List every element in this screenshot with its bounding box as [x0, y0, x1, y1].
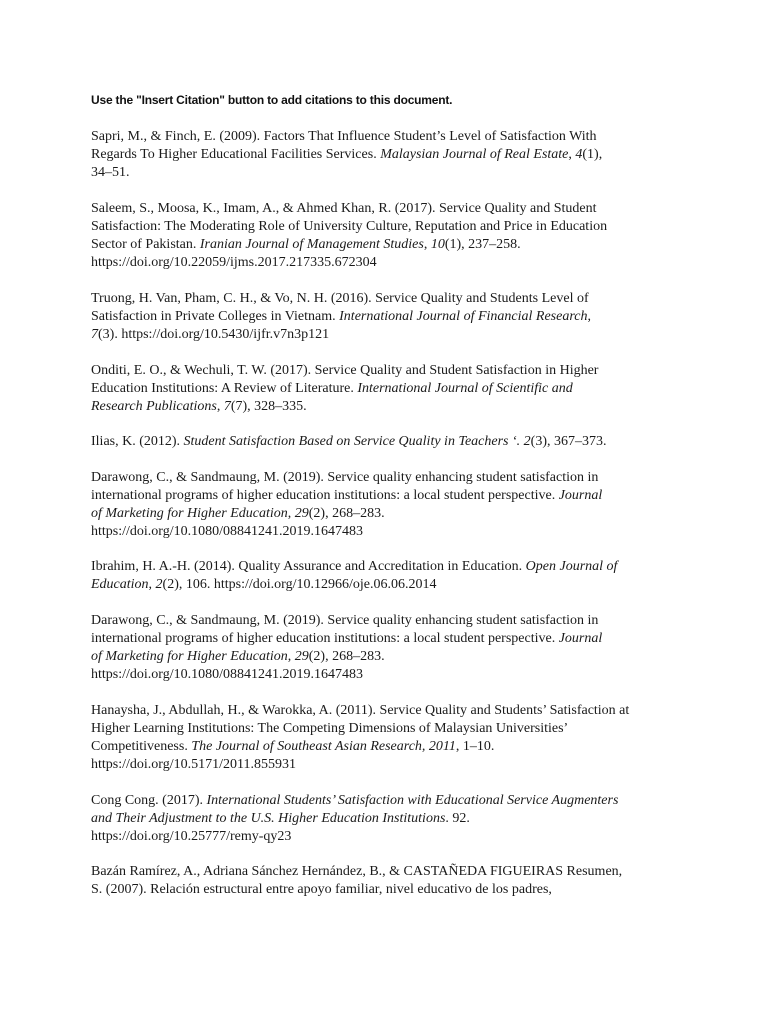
- reference-entry: [91, 612, 712, 684]
- reference-text-segment: Education Institutions: A Review of Literature.: [91, 381, 358, 396]
- reference-text-segment: ,: [568, 147, 576, 162]
- reference-italic-segment: Education: [91, 577, 149, 592]
- reference-line: [91, 756, 712, 774]
- reference-entry: [91, 433, 712, 451]
- reference-entry: [91, 200, 712, 272]
- reference-line: [91, 164, 712, 182]
- reference-italic-segment: Journal: [558, 631, 603, 646]
- reference-text-segment: Sector of Pakistan.: [91, 237, 200, 252]
- reference-text-segment: . 92.: [445, 811, 470, 826]
- reference-italic-segment: Journal: [558, 488, 603, 503]
- reference-text-segment: https://doi.org/10.1080/08841241.2019.1647483: [91, 667, 363, 682]
- reference-text-segment: Satisfaction: The Moderating Role of University Culture, Reputation and Price in Education: [91, 219, 608, 234]
- reference-line: [91, 505, 712, 523]
- reference-line: [91, 612, 712, 630]
- reference-line: [91, 881, 712, 899]
- reference-line: [91, 487, 712, 505]
- reference-text-segment: (3). https://doi.org/10.5430/ijfr.v7n3p121: [98, 327, 330, 342]
- reference-entry: [91, 702, 712, 774]
- reference-entry: [91, 290, 712, 344]
- reference-text-segment: (1), 237–258.: [444, 237, 521, 252]
- reference-text-segment: (2), 268–283.: [308, 506, 385, 521]
- reference-line: [91, 558, 712, 576]
- reference-text-segment: ,: [148, 577, 156, 592]
- reference-line: [91, 398, 712, 416]
- reference-entry: [91, 362, 712, 416]
- reference-text-segment: https://doi.org/10.25777/remy-qy23: [91, 829, 292, 844]
- reference-line: [91, 146, 712, 164]
- reference-line: [91, 380, 712, 398]
- reference-line: [91, 828, 712, 846]
- reference-text-segment: ,: [587, 309, 591, 324]
- reference-line: [91, 738, 712, 756]
- reference-text-segment: Bazán Ramírez, A., Adriana Sánchez Hernández, B., & CASTAÑEDA FIGUEIRAS Resumen,: [91, 864, 623, 879]
- reference-text-segment: Satisfaction in Private Colleges in Vietnam.: [91, 309, 340, 324]
- reference-line: [91, 810, 712, 828]
- reference-text-segment: Onditi, E. O., & Wechuli, T. W. (2017). Service Quality and Student Satisfaction in Higher: [91, 363, 599, 378]
- reference-line: [91, 469, 712, 487]
- reference-italic-segment: International Students’ Satisfaction with Educational Service Augmenters: [206, 793, 619, 808]
- reference-line: [91, 290, 712, 308]
- reference-line: [91, 433, 712, 451]
- reference-text-segment: Cong Cong. (2017).: [91, 793, 207, 808]
- reference-text-segment: (2), 106. https://doi.org/10.12966/oje.06.06.2014: [162, 577, 437, 592]
- reference-line: [91, 308, 712, 326]
- reference-text-segment: Regards To Higher Educational Facilities Services.: [91, 147, 381, 162]
- reference-line: [91, 200, 712, 218]
- reference-line: [91, 648, 712, 666]
- reference-italic-segment: 2: [155, 577, 163, 592]
- reference-text-segment: (2), 268–283.: [308, 649, 385, 664]
- reference-entry: [91, 469, 712, 541]
- reference-text-segment: , 1–10.: [455, 739, 495, 754]
- reference-italic-segment: International Journal of Scientific and: [357, 381, 573, 396]
- reference-text-segment: Hanaysha, J., Abdullah, H., & Warokka, A. (2011). Service Quality and Students’ Satisfaction at: [91, 703, 630, 718]
- reference-text-segment: Ilias, K. (2012).: [91, 434, 184, 449]
- insert-citation-notice: Use the "Insert Citation" button to add citations to this document.: [91, 93, 453, 107]
- reference-text-segment: S. (2007). Relación estructural entre apoyo familiar, nivel educativo de los padres,: [91, 882, 552, 897]
- reference-text-segment: Competitiveness.: [91, 739, 192, 754]
- reference-text-segment: ,: [216, 399, 224, 414]
- reference-italic-segment: Student Satisfaction Based on Service Quality in Teachers ‘. 2: [183, 434, 531, 449]
- reference-text-segment: ,: [423, 237, 431, 252]
- reference-italic-segment: 29: [294, 649, 309, 664]
- reference-line: [91, 666, 712, 684]
- reference-line: [91, 362, 712, 380]
- reference-text-segment: (3), 367–373.: [530, 434, 607, 449]
- reference-text-segment: https://doi.org/10.1080/08841241.2019.1647483: [91, 524, 363, 539]
- reference-entry: [91, 792, 712, 846]
- reference-line: [91, 630, 712, 648]
- reference-text-segment: Truong, H. Van, Pham, C. H., & Vo, N. H. (2016). Service Quality and Students Level of: [91, 291, 589, 306]
- reference-text-segment: 34–51.: [91, 165, 130, 180]
- reference-text-segment: ,: [287, 649, 295, 664]
- reference-text-segment: Higher Learning Institutions: The Competing Dimensions of Malaysian Universities’: [91, 721, 569, 736]
- reference-text-segment: Sapri, M., & Finch, E. (2009). Factors That Influence Student’s Level of Satisfaction With: [91, 129, 597, 144]
- reference-text-segment: (7), 328–335.: [230, 399, 307, 414]
- reference-italic-segment: 7: [91, 327, 98, 342]
- reference-line: [91, 792, 712, 810]
- reference-text-segment: Darawong, C., & Sandmaung, M. (2019). Service quality enhancing student satisfaction in: [91, 613, 599, 628]
- reference-italic-segment: Malaysian Journal of Real Estate: [380, 147, 569, 162]
- reference-text-segment: (1),: [582, 147, 603, 162]
- reference-text-segment: international programs of higher education institutions: a local student perspective.: [91, 631, 559, 646]
- reference-italic-segment: 10: [430, 237, 445, 252]
- reference-line: [91, 254, 712, 272]
- reference-italic-segment: 7: [223, 399, 231, 414]
- reference-entry: [91, 128, 712, 182]
- reference-italic-segment: 29: [294, 506, 309, 521]
- reference-italic-segment: Open Journal of: [525, 559, 618, 574]
- reference-line: [91, 702, 712, 720]
- reference-line: [91, 576, 712, 594]
- reference-italic-segment: The Journal of Southeast Asian Research, 2011: [191, 739, 456, 754]
- reference-text-segment: Ibrahim, H. A.-H. (2014). Quality Assurance and Accreditation in Education.: [91, 559, 526, 574]
- reference-text-segment: ,: [287, 506, 295, 521]
- reference-italic-segment: International Journal of Financial Research: [339, 309, 588, 324]
- reference-line: [91, 523, 712, 541]
- reference-line: [91, 720, 712, 738]
- reference-text-segment: Darawong, C., & Sandmaung, M. (2019). Service quality enhancing student satisfaction in: [91, 470, 599, 485]
- reference-text-segment: https://doi.org/10.22059/ijms.2017.217335.672304: [91, 255, 377, 270]
- reference-line: [91, 218, 712, 236]
- reference-line: [91, 863, 712, 881]
- reference-italic-segment: Iranian Journal of Management Studies: [199, 237, 424, 252]
- reference-text-segment: international programs of higher education institutions: a local student perspective.: [91, 488, 559, 503]
- reference-line: [91, 236, 712, 254]
- reference-text-segment: https://doi.org/10.5171/2011.855931: [91, 757, 296, 772]
- reference-line: [91, 128, 712, 146]
- reference-italic-segment: and Their Adjustment to the U.S. Higher Education Institutions: [91, 811, 446, 826]
- reference-italic-segment: of Marketing for Higher Education: [91, 506, 288, 521]
- reference-italic-segment: 4: [575, 147, 583, 162]
- reference-italic-segment: of Marketing for Higher Education: [91, 649, 288, 664]
- reference-entry: [91, 863, 712, 899]
- reference-entry: [91, 558, 712, 594]
- reference-line: [91, 326, 712, 344]
- reference-italic-segment: Research Publications: [91, 399, 217, 414]
- reference-text-segment: Saleem, S., Moosa, K., Imam, A., & Ahmed Khan, R. (2017). Service Quality and Student: [91, 201, 597, 216]
